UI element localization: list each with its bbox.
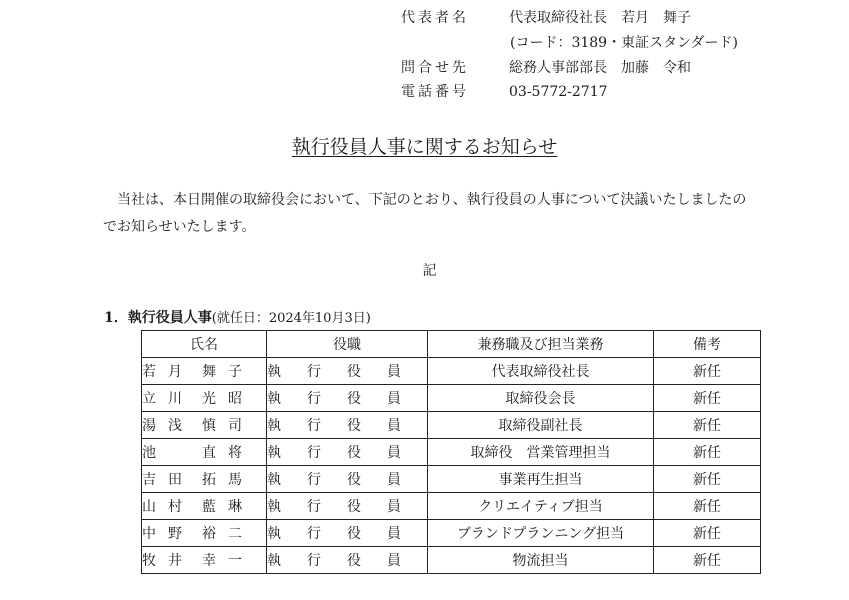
officer-given-name: 藍琳 xyxy=(202,499,254,515)
representative-label: 代表者名 xyxy=(401,10,469,26)
officer-surname: 牧井 xyxy=(142,553,194,569)
header-position: 役職 xyxy=(267,331,428,358)
officer-position: 執行役員 xyxy=(267,385,428,412)
officer-position: 執行役員 xyxy=(267,547,428,574)
officer-remarks: 新任 xyxy=(654,547,761,574)
officer-given-name: 舞子 xyxy=(202,364,254,380)
officer-remarks: 新任 xyxy=(654,385,761,412)
officer-surname: 立川 xyxy=(142,391,194,407)
officer-given-name: 光昭 xyxy=(202,391,254,407)
ki-marker: 記 xyxy=(422,263,437,279)
officer-remarks: 新任 xyxy=(654,493,761,520)
officer-name xyxy=(142,547,267,574)
officer-given-name: 拓馬 xyxy=(202,472,254,488)
table-body xyxy=(142,358,761,574)
officer-remarks: 新任 xyxy=(654,358,761,385)
officer-duties: 代表取締役社長 xyxy=(428,358,654,385)
officer-remarks: 新任 xyxy=(654,466,761,493)
header-remarks: 備考 xyxy=(654,331,761,358)
officer-position: 執行役員 xyxy=(267,466,428,493)
stock-code-line: (コード：3189・東証スタンダード) xyxy=(510,35,738,51)
officer-remarks: 新任 xyxy=(654,520,761,547)
officer-position: 執行役員 xyxy=(267,520,428,547)
officer-duties: ブランドプランニング担当 xyxy=(428,520,654,547)
officer-name xyxy=(142,439,267,466)
contact-label: 問合せ先 xyxy=(401,60,469,76)
phone-row xyxy=(401,83,608,101)
officer-surname: 湯浅 xyxy=(142,418,194,434)
section-heading xyxy=(104,308,371,329)
representative-row xyxy=(401,9,691,27)
officer-duties: 取締役 営業管理担当 xyxy=(428,439,654,466)
table-row xyxy=(142,412,761,439)
officer-surname: 若月 xyxy=(142,364,194,380)
section-title: 執行役員人事 xyxy=(127,310,212,326)
officer-given-name: 直将 xyxy=(202,445,254,461)
phone-label: 電話番号 xyxy=(401,84,469,100)
officer-position: 執行役員 xyxy=(267,493,428,520)
officer-duties: 取締役副社長 xyxy=(428,412,654,439)
officer-given-name: 幸一 xyxy=(202,553,254,569)
officer-name xyxy=(142,385,267,412)
officer-duties: 事業再生担当 xyxy=(428,466,654,493)
table-header-row xyxy=(142,331,761,358)
header-duties: 兼務職及び担当業務 xyxy=(428,331,654,358)
officer-duties: 物流担当 xyxy=(428,547,654,574)
officer-name xyxy=(142,520,267,547)
officer-position: 執行役員 xyxy=(267,358,428,385)
table-row xyxy=(142,358,761,385)
officer-duties: クリエイティブ担当 xyxy=(428,493,654,520)
table-row xyxy=(142,439,761,466)
table-row xyxy=(142,520,761,547)
table-row xyxy=(142,493,761,520)
phone-value: 03-5772-2717 xyxy=(509,84,608,100)
effective-date: (就任日：2024年10月3日) xyxy=(211,311,371,326)
officer-surname: 山村 xyxy=(142,499,194,515)
officer-position: 執行役員 xyxy=(267,439,428,466)
officer-name xyxy=(142,466,267,493)
contact-row xyxy=(401,59,691,77)
officer-name xyxy=(142,493,267,520)
officer-remarks: 新任 xyxy=(654,412,761,439)
table-row xyxy=(142,385,761,412)
officer-name xyxy=(142,358,267,385)
officer-given-name: 慎司 xyxy=(202,418,254,434)
document-title: 執行役員人事に関するお知らせ xyxy=(291,136,558,158)
section-number: 1． xyxy=(104,310,128,326)
representative-value: 代表取締役社長 若月 舞子 xyxy=(509,10,691,26)
officer-position: 執行役員 xyxy=(267,412,428,439)
officer-remarks: 新任 xyxy=(654,439,761,466)
officer-surname: 池 xyxy=(142,445,168,461)
body-paragraph: 当社は、本日開催の取締役会において、下記のとおり、執行役員の人事について決議いたしましたのでお知らせいたします。 xyxy=(103,192,747,235)
officer-name xyxy=(142,412,267,439)
table-row xyxy=(142,547,761,574)
header-name: 氏名 xyxy=(142,331,267,358)
officer-table xyxy=(141,330,761,574)
officer-duties: 取締役会長 xyxy=(428,385,654,412)
contact-value: 総務人事部部長 加藤 令和 xyxy=(509,60,691,76)
officer-given-name: 裕二 xyxy=(202,526,254,542)
officer-surname: 吉田 xyxy=(142,472,194,488)
officer-surname: 中野 xyxy=(142,526,194,542)
table-row xyxy=(142,466,761,493)
